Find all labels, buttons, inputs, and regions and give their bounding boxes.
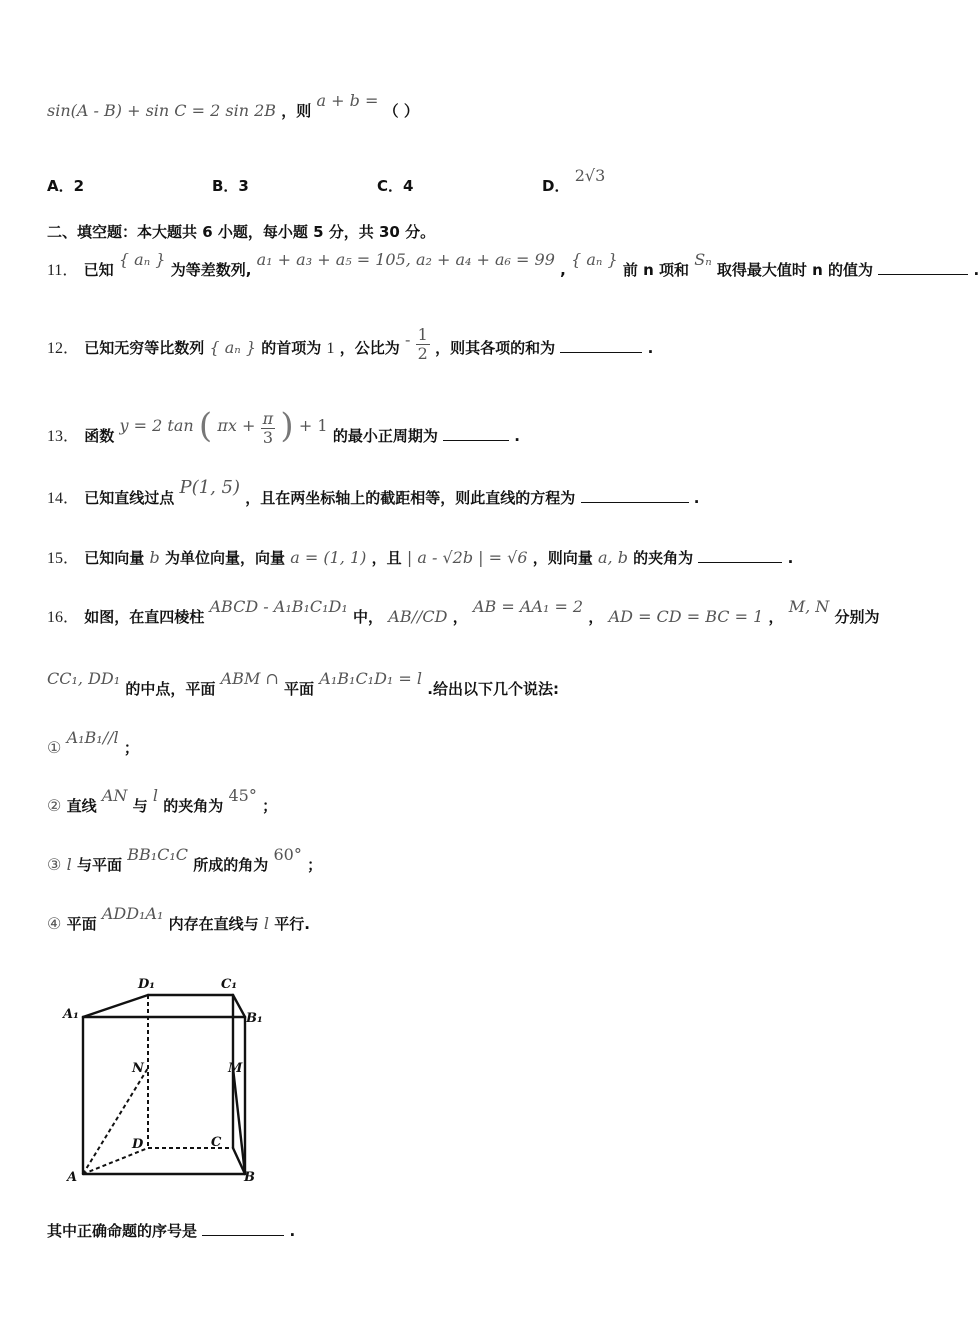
q13: [47, 406, 520, 455]
label-b1: B₁: [246, 1011, 263, 1026]
q14-point: P(1, 5): [179, 477, 241, 498]
q14-answer-blank[interactable]: [581, 488, 689, 503]
q13-pi: π: [262, 409, 274, 428]
statement-4-mark: ④: [47, 914, 62, 933]
q11-text4: 前 n 项和: [622, 261, 689, 279]
option-a: A．2: [47, 177, 85, 195]
statement-4-text3: 平行.: [274, 915, 310, 933]
statement-4-text1: 平面: [66, 915, 97, 933]
q16-ask-end: .: [289, 1222, 296, 1240]
q16-text5: 平面: [284, 680, 315, 698]
q12-text3: ，公比为: [339, 339, 400, 357]
q11-number: 11．: [47, 262, 79, 279]
statement-3-text2: 所成的角为: [193, 856, 269, 874]
q12-seq: { aₙ }: [209, 338, 257, 357]
q15-text5: 的夹角为: [633, 549, 694, 567]
q11-text3: ,: [560, 261, 566, 279]
statement-1-mark: ①: [47, 738, 62, 757]
option-b: B．3: [212, 177, 249, 195]
q13-fraction: [261, 410, 276, 447]
label-b: B: [244, 1170, 255, 1185]
label-d1: D₁: [138, 977, 155, 992]
q16-answer-blank[interactable]: [202, 1221, 284, 1236]
segment-a-n: [83, 1068, 148, 1174]
label-n: N: [132, 1061, 144, 1076]
q16-cond1: AB//CD: [388, 607, 448, 626]
q12-ratio-numerator: 1: [417, 325, 428, 344]
q11-text2: 为等差数列,: [170, 261, 252, 279]
q16-abm: ABM ∩: [220, 669, 279, 688]
section-heading: 二、填空题：本大题共 6 小题，每小题 5 分，共 30 分。: [47, 223, 436, 241]
q12-text4: ，则其各项的和为: [435, 339, 556, 357]
q16-mn: M, N: [788, 597, 830, 616]
q16-sep3: ，: [768, 608, 784, 626]
edge-a1-d1: [83, 995, 148, 1017]
q11-end: .: [973, 261, 979, 279]
q12-ratio-sign: -: [405, 330, 411, 349]
q16-sep2: ，: [588, 608, 604, 626]
q14-end: .: [693, 489, 700, 507]
q15-text2: 为单位向量，向量: [164, 549, 285, 567]
prism-figure: [55, 968, 275, 1188]
statement-2-mark: ②: [47, 796, 62, 815]
q15-ab: a, b: [597, 548, 628, 567]
q16-prism: ABCD - A₁B₁C₁D₁: [209, 597, 348, 616]
q10-ask: a + b =: [316, 91, 379, 110]
q13-y: y = 2 tan: [119, 416, 194, 435]
q15-answer-blank[interactable]: [698, 548, 782, 563]
q16-line2: [47, 669, 559, 699]
q12-text1: 已知无穷等比数列: [84, 339, 205, 357]
label-d: D: [132, 1137, 144, 1152]
statement-3-mark: ③: [47, 855, 62, 874]
q14: [47, 477, 700, 508]
q13-close-paren: ): [280, 406, 294, 446]
q12-ratio-denominator: 2: [417, 344, 428, 363]
q16-cond3: AD = CD = BC = 1: [608, 607, 764, 626]
q15-text4: ，则向量: [532, 549, 593, 567]
option-c: C．4: [377, 177, 414, 195]
q16-text3: 分别为: [834, 608, 880, 626]
q16-text6: .给出以下几个说法:: [427, 680, 559, 698]
q14-number: 14．: [47, 490, 80, 507]
q15-b: b: [149, 548, 160, 567]
q16-line1: [47, 597, 880, 627]
q16-text4: 的中点，平面: [125, 680, 216, 698]
q13-answer-blank[interactable]: [443, 426, 509, 441]
q12: [47, 325, 654, 367]
statement-3: [47, 845, 323, 875]
statement-2-text2: 与: [132, 797, 148, 815]
q16-number: 16．: [47, 609, 80, 626]
q12-end: .: [647, 339, 654, 357]
q16-ask-text: 其中正确命题的序号是: [47, 1222, 198, 1240]
statement-4-l: l: [263, 914, 270, 933]
statement-2-an: AN: [101, 786, 128, 805]
label-c: C: [211, 1135, 222, 1150]
statement-2: [47, 786, 278, 816]
statement-3-text1: 与平面: [76, 856, 122, 874]
label-a1: A₁: [63, 1007, 79, 1022]
statement-4-plane: ADD₁A₁: [101, 904, 164, 923]
q13-three: 3: [262, 428, 273, 447]
q10-expr: sin(A - B) + sin C = 2 sin 2B: [47, 101, 277, 120]
q16-cond2: AB = AA₁ = 2: [472, 597, 584, 616]
q14-text1: 已知直线过点: [84, 489, 175, 507]
q14-text2: ，且在两坐标轴上的截距相等，则此直线的方程为: [245, 489, 576, 507]
statement-2-text3: 的夹角为: [163, 797, 224, 815]
option-d: [542, 166, 606, 196]
q11-text1: 已知: [83, 261, 114, 279]
q15-end: .: [787, 549, 794, 567]
q15-text1: 已知向量: [84, 549, 145, 567]
q11-text5: 取得最大值时 n 的值为: [716, 261, 874, 279]
statement-2-end: ；: [262, 797, 278, 815]
statement-4: [47, 904, 310, 934]
statement-3-l: l: [66, 855, 72, 874]
q13-plus1: + 1: [298, 416, 328, 435]
q12-answer-blank[interactable]: [560, 338, 642, 353]
q11-seq: { aₙ }: [118, 250, 166, 269]
q12-text2: 的首项为: [261, 339, 322, 357]
statement-2-l: l: [152, 786, 158, 805]
statement-2-degree: 45°: [228, 786, 257, 805]
statement-1-expr: A₁B₁//l: [66, 728, 119, 747]
segment-b-m: [233, 1068, 245, 1174]
q15: [47, 545, 793, 568]
statement-3-end: ；: [307, 856, 323, 874]
q11-answer-blank[interactable]: [878, 260, 968, 275]
q13-open-paren: (: [198, 406, 213, 446]
q16-sep1: ，: [452, 608, 468, 626]
option-d-label: D．: [542, 177, 570, 195]
q15-cond: | a - √2b | = √6: [406, 548, 528, 567]
q16-ask: [47, 1220, 295, 1241]
edge-c1-b1: [233, 995, 245, 1017]
q15-number: 15．: [47, 550, 80, 567]
statement-3-degree: 60°: [273, 845, 302, 864]
q11-cond: a₁ + a₃ + a₅ = 105, a₂ + a₄ + a₆ = 99: [256, 250, 555, 269]
statement-4-text2: 内存在直线与: [168, 915, 259, 933]
q13-number: 13．: [47, 428, 80, 445]
q13-text2: 的最小正周期为: [332, 427, 438, 445]
q10-paren: （ ）: [383, 102, 419, 120]
statement-1-end: ；: [123, 739, 139, 757]
q10-join: ，则: [281, 102, 312, 120]
q16-plane: A₁B₁C₁D₁ = l: [319, 669, 423, 688]
label-a: A: [67, 1170, 78, 1185]
q13-text1: 函数: [84, 427, 115, 445]
label-m: M: [228, 1061, 243, 1076]
option-d-value: 2√3: [574, 166, 606, 185]
label-c1: C₁: [221, 977, 238, 992]
q16-cc1-dd1: CC₁, DD₁: [47, 669, 121, 688]
q13-end: .: [514, 427, 520, 445]
statement-2-text1: 直线: [66, 797, 97, 815]
q11: [47, 250, 979, 280]
q12-first: 1: [326, 340, 335, 357]
q11-seq2: { aₙ }: [571, 250, 618, 269]
q16-text1: 如图，在直四棱柱: [84, 608, 205, 626]
q15-a: a = (1, 1): [290, 548, 367, 567]
q15-text3: ，且: [371, 549, 402, 567]
q10-line: [47, 91, 419, 121]
q16-text2: 中，: [353, 608, 384, 626]
q12-ratio-fraction: [416, 326, 430, 363]
statement-3-plane: BB₁C₁C: [127, 845, 189, 864]
q13-inner: πx +: [217, 416, 256, 435]
q12-number: 12．: [47, 340, 80, 357]
q11-sn: Sₙ: [694, 250, 712, 269]
statement-1: [47, 728, 139, 758]
